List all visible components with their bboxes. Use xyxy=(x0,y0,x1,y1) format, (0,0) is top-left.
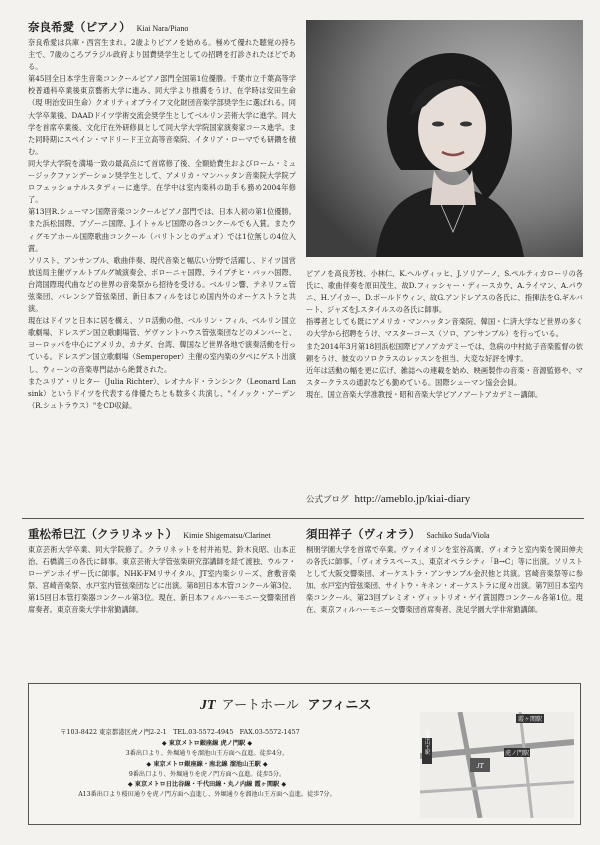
map-kasumigaseki-label: 霞ヶ関駅 xyxy=(517,716,543,723)
nara-bio-paragraph: 第13回R.シューマン国際音楽コンクールピアノ部門では、日本人初の第1位優勝。また浜松国際、ブゾーニ国際、J.イトゥルビ国際の各コンクールでも入賞。またウィグモアホール国際歌曲コンクール（バリトンとのデュオ）では1位無しの4位入賞。 xyxy=(28,207,296,253)
access-station: ◆ 東京メトロ日比谷線・千代田線・丸ノ内線 霞ヶ関駅 ◆ xyxy=(127,781,287,789)
nara-bio-paragraph: 近年は活動の幅を更に広げ、雑誌への連載を始め、映画製作の音楽・音源監修や、マスタークラスの通訳なども勤めている。国際シューマン協会会員。 xyxy=(306,365,583,387)
nara-bio-paragraph: ピアノを高良芳枝、小林仁、K.ヘルヴィッヒ、J.ソリアーノ、S.ペルティカローリの各氏に、歌曲伴奏を原田茂生、故D.フィッシャー・ディースカウ、A.ライマン、A.パウニ、H.ゾイカー、D.ボールドウィン、故G.アンドレアスの各氏に、指揮法をG.ギルバート、ジャズをJ.スタイルスの各氏に師事。 xyxy=(306,269,583,315)
map-tameike-label: 溜池山王駅 xyxy=(424,729,430,755)
nara-bio-left xyxy=(28,37,296,512)
shigematsu-bio-text: 東京芸術大学卒業、同大学院修了。クラリネットを村井祐児、鈴木良昭、山本正治、石橋満三の各氏に師事。東京芸術大学管弦楽研究部講師を経て渡独、ウルフ・ローデンホイザー氏に師事。NHK-FMリサイタル、JT室内楽シリーズ、倉敷音楽祭、宮崎音楽祭、水戸室内管弦楽団などに出演。第8回日本木管コンクール第3位、第15回日本管打楽器コンクール第3位。現在、新日本フィルハーモニー交響楽団首席奏者。東京音楽大学非常勤講師。 xyxy=(28,545,296,615)
access-detail: 9番出口より、外堀通りを虎ノ門方面へ直進。徒歩5分。 xyxy=(128,770,286,778)
nara-bio-paragraph: また2014年3月第18回浜松国際ピアノアカデミーでは、急病の中村紘子音楽監督の依頼をうけ、彼女のソロクラスのレッスンを担当、大変な好評を博す。 xyxy=(306,341,583,363)
nara-bio-paragraph: またユリア・リヒター（Julia Richter）、レオナルド・ランシンク（Leonard Lansink）というドイツを代表する俳優たちとも数多く共演し、"イノック・アーデン（R.シュトラウス）"をCD収録。 xyxy=(28,376,296,410)
nara-roman-name: Kiai Nara/Piano xyxy=(136,24,189,33)
nara-bio-right xyxy=(306,268,583,483)
access-station: ◆ 東京メトロ銀座線・南北線 溜池山王駅 ◆ xyxy=(146,760,268,768)
map-toranomon-label: 虎ノ門駅 xyxy=(504,750,530,757)
nara-name: 奈良希愛（ピアノ） xyxy=(28,20,131,34)
nara-bio-paragraph: 指導者としても既にアメリカ・マンハッタン音楽院、韓国・仁済大学など世界の多くの大学から招聘をうけ、マスターコース（ソロ、アンサンブル）を行っている。 xyxy=(306,317,583,339)
access-station: ◆ 東京メトロ銀座線 虎ノ門駅 ◆ xyxy=(161,740,253,747)
venue-name-b: アフィニス xyxy=(307,698,372,713)
access-map xyxy=(420,712,574,818)
venue-address: 〒103-8422 東京都港区虎ノ門2-2-1 TEL.03-5572-4945 FAX.03-5572-1457 xyxy=(60,728,300,736)
portrait-illustration xyxy=(306,20,583,257)
access-detail: A13番出口より桜田通りを虎ノ門方面へ直進し、外堀通りを溜池山王方面へ直進。徒歩7分。 xyxy=(78,791,336,799)
venue-title xyxy=(200,694,371,714)
shigematsu-heading xyxy=(28,526,271,542)
nara-bio-paragraph: 同大学大学院を満場一致の最高点にて首席修了後、全額給費生およびローム・ミュージックファンデーション奨学生として、アメリカ・マンハッタン音楽院大学院プロフェッショナルスタディーに進学。在学中は室内楽科の助手も務め2004年修了。 xyxy=(28,158,296,205)
blog-label: 公式ブログ xyxy=(306,495,349,505)
venue-name-a: アートホール xyxy=(221,698,299,713)
nara-bio-paragraph: ソリスト、アンサンブル、歌曲伴奏、現代音楽と幅広い分野で活躍し、ドイツ国営放送局主催ヴァルトブルグ城演奏会、ボローニャ国際、ライプチヒ・バッハ国際、台湾国際現代曲などの世界の音楽祭から招待を受ける。ベルリン響、テネリフェ管弦楽団、バレンシア管弦楽団、新日本フィルをはじめ国内外のオーケストラと共演。 xyxy=(28,255,296,314)
nara-bio-paragraph: 第45回全日本学生音楽コンクールピアノ部門全国第1位優勝。千葉市立千葉高等学校普通科卒業後東京藝術大学に進み、同大学より推薦をうけ、在学時は安田生命（現 明治安田生命）クオリティオブライフ文化財団音楽学部奨学生に選ばれる。同大学卒業後、DAADドイツ学術交流会奨学生としてベルリン芸術大学に進学。同大学を首席卒業後、文化庁在外研修員として同大学大学院国家演奏家コース進学。また同時期にスペイン・マドリード王立高等音楽院、イタリア・ローマでも研鑽を積む。 xyxy=(28,74,296,156)
shigematsu-name: 重松希巳江（クラリネット） xyxy=(28,527,178,541)
nara-bio-paragraph: 現在はドイツと日本に居を構え、ソロ活動の他、ベルリン・フィル、ベルリン国立歌劇場、ドレスデン国立歌劇場管、ゲヴァントハウス管弦楽団などのメンバーと、ヨーロッパを中心にアメリカ、カナダ、台湾、韓国など世界各地で演奏活動を行っている。ドレスデン国立歌劇場（Semperoper）主催の室内楽の夕べにゲスト出演し、ウィーンの音楽専門誌から絶賛された。 xyxy=(28,316,296,374)
map-jt-label: JT xyxy=(476,762,484,770)
nara-portrait-photo xyxy=(306,20,583,257)
suda-bio xyxy=(306,544,583,669)
shigematsu-roman-name: Kimie Shigematsu/Clarinet xyxy=(183,531,271,540)
official-blog xyxy=(306,493,470,505)
jt-logo: JT xyxy=(200,698,216,713)
suda-name: 須田祥子（ヴィオラ） xyxy=(306,527,421,541)
shigematsu-bio xyxy=(28,544,296,669)
nara-bio-paragraph: 現在、国立音楽大学准教授・昭和音楽大学ピアノアートアカデミー講師。 xyxy=(306,389,543,399)
suda-roman-name: Sachiko Suda/Viola xyxy=(426,531,490,540)
access-detail: 3番出口より、外堀通りを溜池山王方面へ直進。徒歩4分。 xyxy=(125,750,289,758)
suda-heading xyxy=(306,526,490,542)
access-directions xyxy=(52,739,362,801)
nara-heading xyxy=(28,19,188,35)
blog-url-link[interactable]: http://ameblo.jp/kiai-diary xyxy=(354,493,471,505)
suda-bio-text: 桐朋学園大学を首席で卒業。ヴァイオリンを室谷高廣、ヴィオラと室内楽を岡田伸夫の各氏に師事。「ヴィオラスペース」、東京オペラシティ「B→C」等に出演。ソリストとして大阪交響楽団、オーケストラ・アンサンブル金沢他と共演。宮崎音楽祭等に参加、水戸室内管弦楽団、サイトウ・キネン・オーケストラに度々出演。第7回日本室内楽コンクール、第23回プレミオ・ヴィットリオ・ゲイ賞国際コンクール各第1位。現在、東京フィルハーモニー交響楽団首席奏者、洗足学園大学非常勤講師。 xyxy=(306,545,583,615)
section-divider xyxy=(22,518,584,519)
nara-bio-paragraph: 奈良希愛は兵庫・西宮生まれ。2歳よりピアノを始める。極めて優れた聴覚の持ち主で、7歳のころブラジル政府より国費奨学生としての招聘を打診されたほどである。 xyxy=(28,38,296,72)
